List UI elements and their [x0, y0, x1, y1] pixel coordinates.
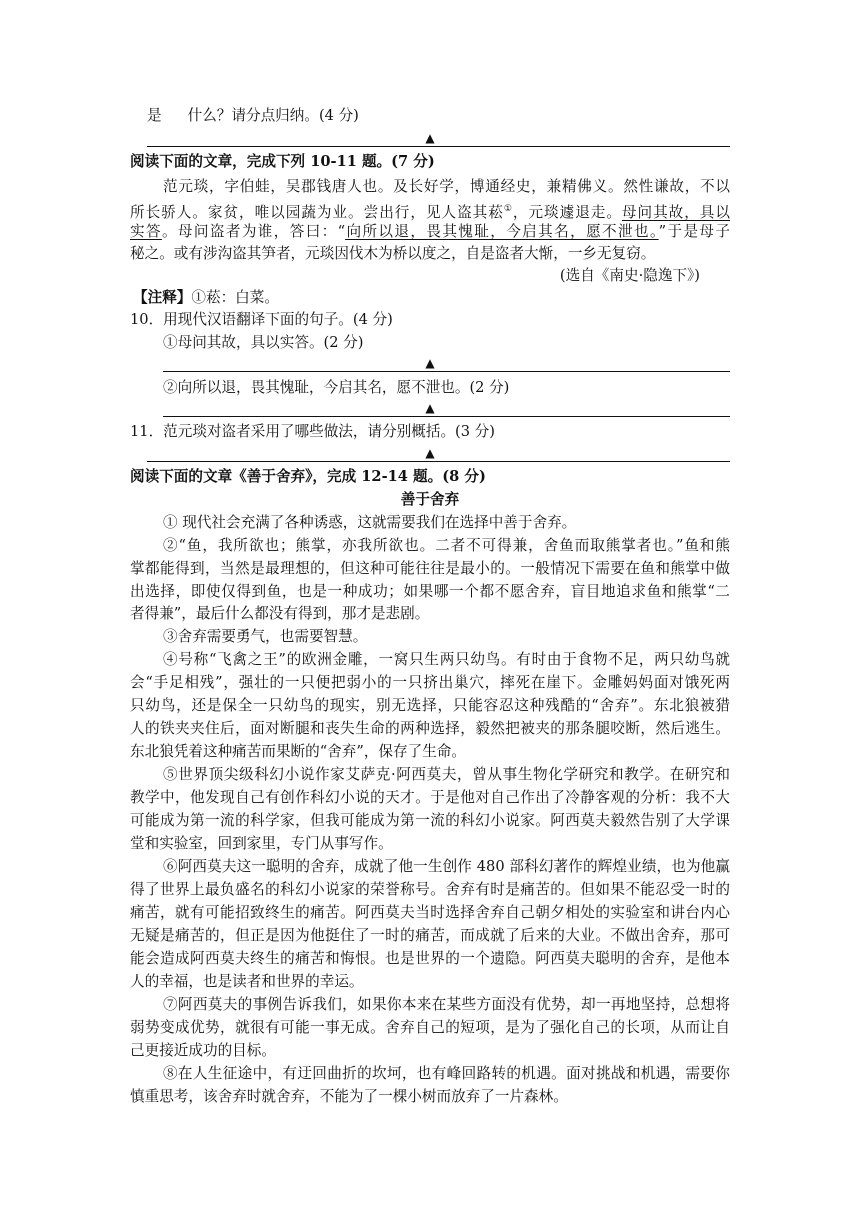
q9-tail-a: 是	[147, 107, 162, 124]
passage1-line: 秘之。或有涉沟盗其笋者，元琰因伐木为桥以度之，自是盗者大惭，一乡无复窃。	[130, 245, 656, 262]
answer-mark: ▲	[425, 131, 435, 145]
paragraph-5-line: 可能成为第一流的科学家，但我可能成为第一流的科幻小说家。阿西莫夫毅然告别了大学课	[130, 812, 730, 829]
paragraph-2-line: 掌都能得到，当然是最理想的，但这种可能往往是最小的。一般情况下需要在鱼和熊掌中做	[130, 560, 730, 577]
paragraph-6-line: 痛苦，就有可能招致终生的痛苦。阿西莫夫当时选择舍弃自己朝夕相处的实验室和讲台内心	[130, 904, 730, 921]
paragraph-4-line: 会“手足相残”，强壮的一只便把弱小的一只挤出巢穴，摔死在崖下。金雕妈妈面对饿死两	[130, 674, 730, 691]
paragraph-4-line: 东北狼凭着这种痛苦而果断的“舍弃”，保存了生命。	[130, 743, 466, 760]
q9-tail	[147, 106, 359, 126]
q10-sub1: ①母问其故，具以实答。(2 分)	[163, 334, 364, 351]
paragraph-8-line: 慎重思考，该舍弃时就舍弃，不能为了一棵小树而放弃了一片森林。	[130, 1088, 568, 1105]
answer-line	[147, 461, 730, 462]
answer-mark: ▲	[425, 356, 435, 370]
paragraph-7-line: 弱势变成优势，就很有可能一事无成。舍弃自己的短项，是为了强化自己的长项，从而让自	[130, 1019, 730, 1036]
passage1-instruction: 阅读下面的文章，完成下列 10-11 题。(7 分)	[130, 153, 435, 170]
q10-stem: 10．用现代汉语翻译下面的句子。(4 分)	[130, 311, 393, 328]
paragraph-5-line: ⑤世界顶尖级科幻小说作家艾萨克·阿西莫夫，曾从事生物化学研究和教学。在研究和	[163, 766, 730, 783]
paragraph-6-line: 无疑是痛苦的，但正是因为他挺住了一时的痛苦，而成就了后来的大业。不做出舍弃，那可	[130, 927, 730, 944]
passage1-line	[130, 222, 730, 242]
paragraph-8-line: ⑧在人生征途中，有迂回曲折的坎坷，也有峰回路转的机遇。面对挑战和机遇，需要你	[163, 1065, 730, 1082]
paragraph-2-line: ②“鱼，我所欲也；熊掌，亦我所欲也。二者不可得兼，舍鱼而取熊掌者也。”鱼和熊	[163, 537, 730, 554]
answer-line	[163, 416, 730, 417]
paragraph-4-line: 只幼鸟，还是保全一只幼鸟的现实，别无选择，只能容忍这种残酷的“舍弃”。东北狼被猎	[130, 697, 730, 714]
note-text: ①菘：白菜。	[191, 289, 279, 306]
passage2-instruction: 阅读下面的文章《善于舍弃》，完成 12-14 题。(8 分)	[130, 468, 486, 485]
passage1-line: 范元琰，字伯蛙，吴郡钱唐人也。及长好学，博通经史，兼精佛义。然性谦故，不以	[163, 178, 730, 195]
underlined-sentence: 向所以退，畏其愧耻，今启其名，愿不泄也。	[345, 223, 659, 240]
article-title: 善于舍弃	[400, 491, 460, 508]
paragraph-6-line: 得了世界上最负盛名的科幻小说家的荣誉称号。舍弃有时是痛苦的。但如果不能忍受一时的	[130, 881, 730, 898]
paragraph-7-line: 己更接近成功的目标。	[130, 1042, 276, 1059]
passage1-text: 。母问盗者为谁，答曰：“	[161, 223, 346, 240]
passage1-text: 所长骄人。家贫，唯以园蔬为业。尝出行，见人盗其菘	[130, 203, 504, 221]
answer-mark: ▲	[425, 401, 435, 415]
paragraph-6-line: 能会造成阿西莫夫终生的痛苦和悔恨。也是世界的一个遗隐。阿西莫夫聪明的舍弃，是他本	[130, 950, 730, 967]
underlined-sentence: 实答	[130, 223, 162, 240]
underlined-sentence: 母问其故，具以	[621, 203, 730, 221]
paragraph-6-line: 人的幸福，也是读者和世界的幸运。	[130, 973, 364, 990]
footnote-marker: ①	[503, 204, 513, 214]
paragraph-6-line: ⑥阿西莫夫这一聪明的舍弃，成就了他一生创作 480 部科幻著作的辉煌业绩，也为他赢	[163, 858, 730, 875]
paragraph-1: ① 现代社会充满了各种诱惑，这就需要我们在选择中善于舍弃。	[163, 514, 577, 531]
answer-line	[147, 146, 730, 147]
paragraph-2-line: 者得兼”，最后什么都没有得到，那才是悲剧。	[130, 605, 430, 622]
q10-sub2: ②向所以退，畏其愧耻，今启其名，愿不泄也。(2 分)	[163, 379, 510, 396]
passage1-line	[130, 199, 730, 223]
paragraph-5-line: 教学中，他发现自己有创作科幻小说的天才。于是他对自己作出了冷静客观的分析：我不大	[130, 789, 730, 806]
q11-stem: 11．范元琰对盗者采用了哪些做法，请分别概括。(3 分)	[130, 423, 495, 440]
paragraph-4-line: ④号称“飞禽之王”的欧洲金雕，一窝只生两只幼鸟。有时由于食物不足，两只幼鸟就	[163, 651, 730, 668]
paragraph-3: ③舍弃需要勇气，也需要智慧。	[163, 628, 368, 645]
paragraph-7-line: ⑦阿西莫夫的事例告诉我们，如果你本来在某些方面没有优势，却一再地坚持，总想将	[163, 996, 730, 1013]
paragraph-5-line: 堂和实验室，回到家里，专门从事写作。	[130, 835, 393, 852]
paragraph-2-line: 出选择，即使仅得到鱼，也是一种成功；如果哪一个都不愿舍弃，盲目地追求鱼和熊掌“二	[130, 583, 730, 600]
passage1-text: ，元琰遽退走。	[512, 203, 622, 221]
answer-mark: ▲	[425, 446, 435, 460]
q9-tail-b: 什么？请分点归纳。(4 分)	[187, 107, 359, 124]
passage1-text: ”于是母子	[658, 223, 730, 240]
passage1-source: (选自《南史·隐逸下》)	[559, 267, 700, 284]
answer-line	[163, 371, 730, 372]
paragraph-4-line: 人的铁夹夹住后，面对断腿和丧失生命的两种选择，毅然把被夹的那条腿咬断，然后逃生。	[130, 720, 730, 737]
note	[133, 288, 279, 308]
note-label: 【注释】	[133, 289, 192, 306]
